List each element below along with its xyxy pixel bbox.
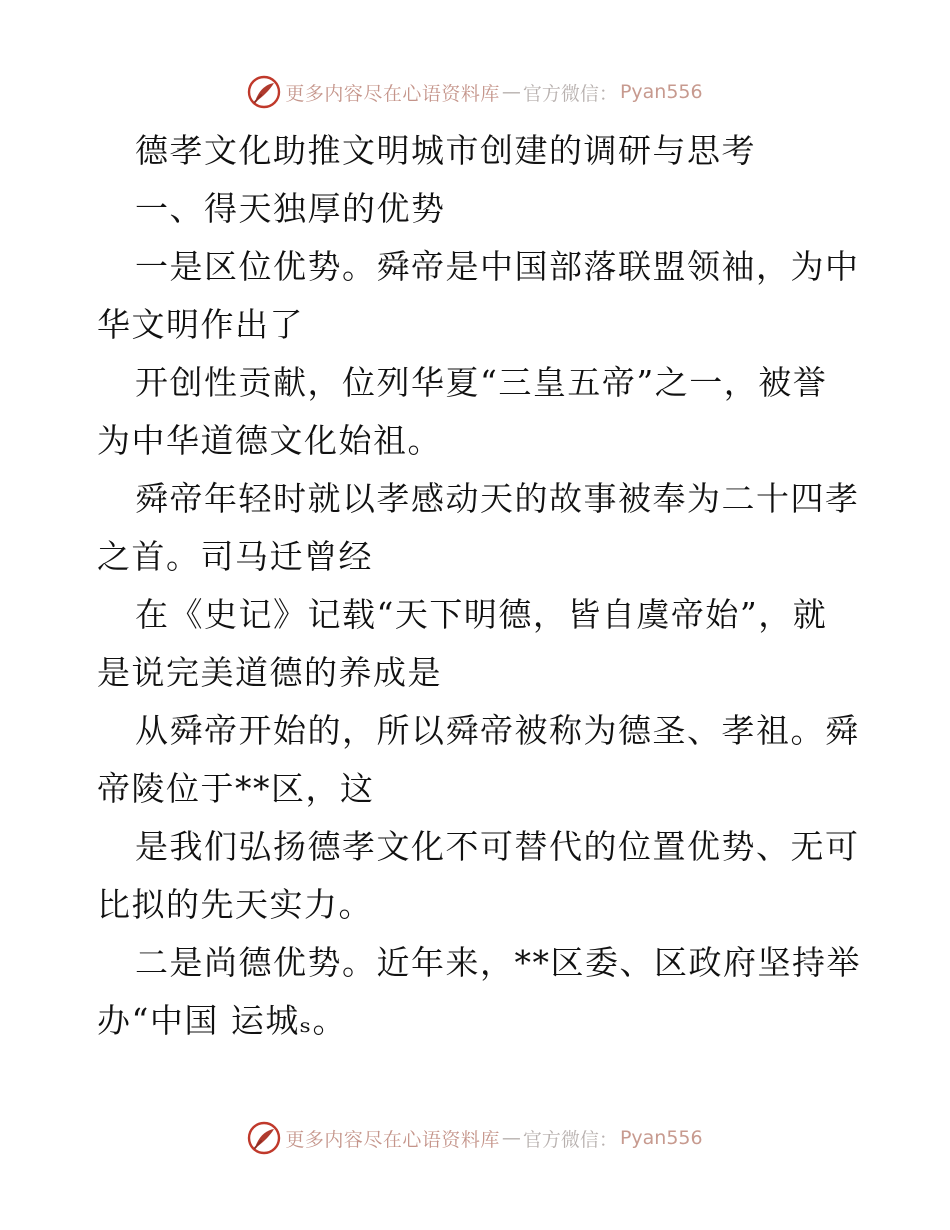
header-watermark-banner (0, 72, 950, 112)
paragraph-line: 办“中国 运城ₛ。 (97, 1001, 347, 1040)
banner-official-label: 官方微信： (522, 1128, 618, 1151)
paragraph-line: 之首。司马迁曾经 (97, 537, 373, 576)
paragraph-line: 二是尚德优势。近年来，**区委、区政府坚持举 (135, 943, 861, 982)
banner-dash: — (501, 1127, 521, 1149)
document-title: 德孝文化助推文明城市创建的调研与思考 (135, 131, 756, 170)
banner-wechat-id: Pyan556 (619, 81, 703, 103)
banner-official-label: 官方微信： (522, 82, 618, 105)
paragraph-line: 华文明作出了 (97, 305, 304, 344)
paragraph-line: 是我们弘扬德孝文化不可替代的位置优势、无可 (135, 827, 860, 866)
section-heading: 一、得天独厚的优势 (135, 189, 446, 228)
paragraph-line: 一是区位优势。舜帝是中国部落联盟领袖，为中 (135, 247, 860, 286)
banner-wechat-id: Pyan556 (619, 1127, 703, 1149)
banner-main-text: 更多内容尽在心语资料库 (285, 82, 500, 105)
paragraph-line: 帝陵位于**区，这 (97, 769, 375, 808)
paragraph-line: 舜帝年轻时就以孝感动天的故事被奉为二十四孝 (135, 479, 860, 518)
banner-dash: — (501, 81, 521, 103)
paragraph-line: 在《史记》记载“天下明德，皆自虞帝始”，就 (135, 595, 828, 634)
paragraph-line: 是说完美道德的养成是 (97, 653, 442, 692)
feather-pen-icon (247, 1121, 281, 1155)
banner-main-text: 更多内容尽在心语资料库 (285, 1128, 500, 1151)
paragraph-line: 比拟的先天实力。 (97, 885, 373, 924)
footer-watermark-banner (0, 1118, 950, 1158)
paragraph-line: 从舜帝开始的，所以舜帝被称为德圣、孝祖。舜 (135, 711, 860, 750)
feather-pen-icon (247, 75, 281, 109)
document-body (97, 122, 861, 1050)
paragraph-line: 开创性贡献，位列华夏“三皇五帝”之一，被誉 (135, 363, 828, 402)
paragraph-line: 为中华道德文化始祖。 (97, 421, 442, 460)
